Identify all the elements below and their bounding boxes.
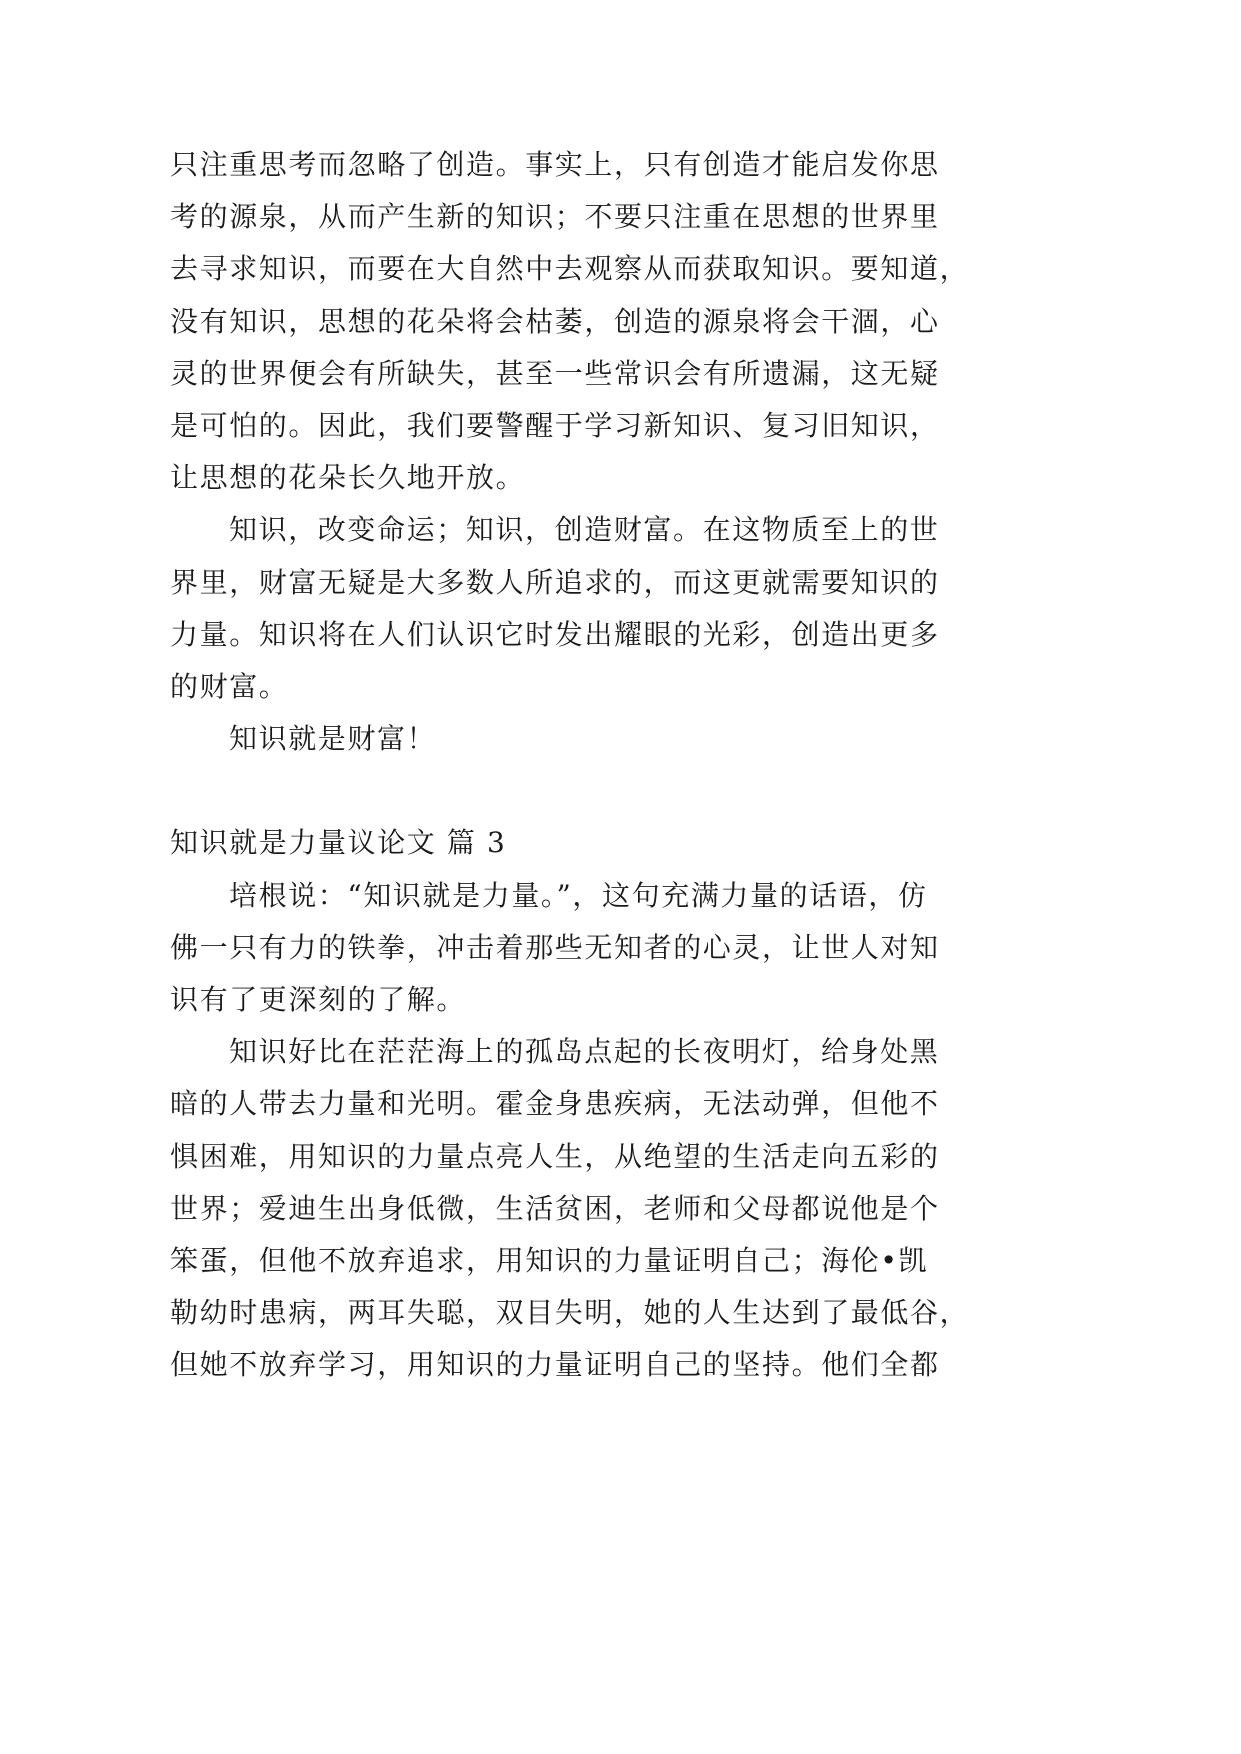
paragraph — [170, 139, 1170, 504]
paragraph-line: 是可怕的。因此，我们要警醒于学习新知识、复习旧知识， — [170, 408, 940, 442]
paragraph-line: 去寻求知识，而要在大自然中去观察从而获取知识。要知道， — [170, 252, 970, 286]
blank-line — [170, 765, 1170, 817]
paragraph-line: 的财富。 — [170, 669, 289, 703]
paragraph-line: 知识好比在茫茫海上的孤岛点起的长夜明灯，给身处黑 — [229, 1035, 940, 1069]
paragraph-line: 佛一只有力的铁拳，冲击着那些无知者的心灵，让世人对知 — [170, 930, 940, 964]
paragraph-line: 界里，财富无疑是大多数人所追求的，而这更就需要知识的 — [170, 565, 940, 599]
paragraph-line: 考的源泉，从而产生新的知识；不要只注重在思想的世界里 — [170, 200, 940, 234]
paragraph-line: 但她不放弃学习，用知识的力量证明自己的坚持。他们全都 — [170, 1348, 940, 1382]
paragraph-line: 知识，改变命运；知识，创造财富。在这物质至上的世 — [229, 513, 940, 547]
paragraph-line: 没有知识，思想的花朵将会枯萎，创造的源泉将会干涸，心 — [170, 304, 940, 338]
paragraph-line: 惧困难，用知识的力量点亮人生，从绝望的生活走向五彩的 — [170, 1139, 940, 1173]
paragraph-line: 勒幼时患病，两耳失聪，双目失明，她的人生达到了最低谷， — [170, 1296, 970, 1330]
paragraph-line: 让思想的花朵长久地开放。 — [170, 461, 526, 495]
paragraph-line: 识有了更深刻的了解。 — [170, 983, 467, 1016]
paragraph-line: 世界；爱迪生出身低微，生活贫困，老师和父母都说他是个 — [170, 1191, 940, 1225]
paragraph-line: 培根说：“知识就是力量。”，这句充满力量的话语，仿 — [229, 878, 928, 912]
paragraph-line: 力量。知识将在人们认识它时发出耀眼的光彩，创造出更多 — [170, 617, 940, 651]
paragraph — [170, 1026, 1170, 1391]
paragraph-line: 暗的人带去力量和光明。霍金身患疾病，无法动弹，但他不 — [170, 1087, 940, 1121]
paragraph-line: 灵的世界便会有所缺失，甚至一些常识会有所遗漏，这无疑 — [170, 356, 940, 390]
paragraph-line: 笨蛋，但他不放弃追求，用知识的力量证明自己；海伦•凯 — [170, 1243, 929, 1277]
paragraph — [170, 870, 1170, 1027]
paragraph-line: 只注重思考而忽略了创造。事实上，只有创造才能启发你思 — [170, 148, 940, 181]
section-heading: 知识就是力量议论文 篇 3 — [170, 826, 507, 860]
paragraph — [170, 713, 1170, 765]
document-body — [170, 139, 1170, 1392]
paragraph-line: 知识就是财富！ — [229, 722, 437, 756]
paragraph — [170, 504, 1170, 713]
